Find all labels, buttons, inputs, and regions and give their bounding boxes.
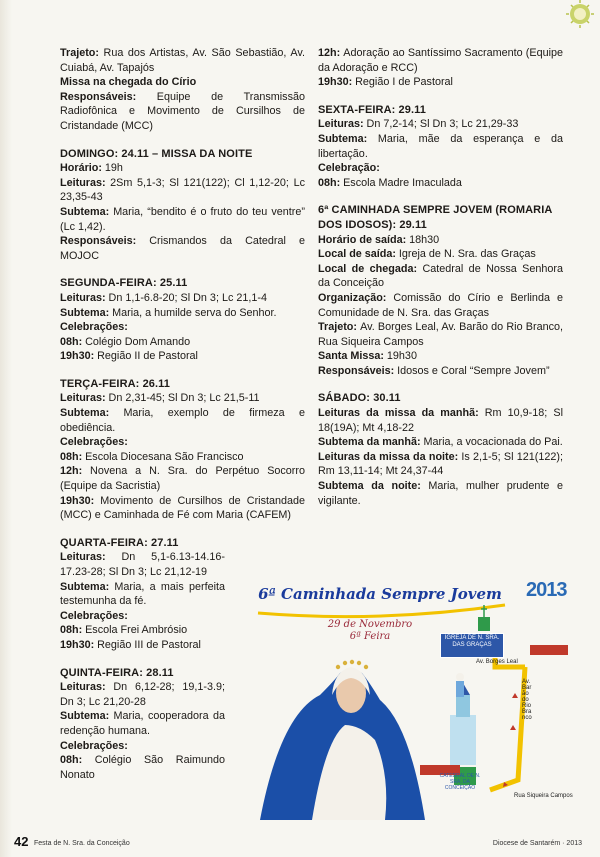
regiao-time: 19h30: [318,76,353,89]
organizacao-label: Organização: [318,291,387,304]
responsaveis-value: Crismandos da Catedral e MOJOC [60,235,305,262]
subtema-label: Subtema: [318,132,368,145]
page-footer [0,833,600,849]
sexta-block [318,103,563,191]
celebracao-time: 08h: [60,754,83,767]
map-church-label: IGREJA DE N. SRA. DAS GRAÇAS [440,633,504,658]
local-saida-label: Local de saída: [318,248,397,261]
missa-chegada: Missa na chegada do Círio [60,76,197,89]
horario-saida-value: 18h30 [409,233,440,246]
celebracao-time: 19h30: [60,494,95,507]
celebracoes-label: Celebrações: [60,436,128,449]
organizacao-value: Comissão do Círio e Berlinda e Comunidade de N. Sra. das Graças [318,291,563,319]
celebracao-time: 08h: [318,176,341,189]
celebracao-text: Escola Diocesana São Francisco [85,450,244,463]
map-rua: Rua Siqueira Campos [514,793,573,799]
subtema-label: Subtema: [60,580,110,593]
celebracao-text: Colégio Dom Amando [85,335,191,348]
subtema-noite-label: Subtema da noite: [318,480,421,493]
celebracao-time: 12h: [60,465,83,478]
leituras-value: Dn 7,2-14; Sl Dn 3; Lc 21,29-33 [366,118,519,131]
santa-missa-label: Santa Missa: [318,350,385,363]
celebracao-label: Celebração: [318,162,380,175]
year-badge-number: 2013 [526,579,567,601]
domingo-heading: DOMINGO: 24.11 – MISSA DA NOITE [60,147,253,160]
celebracao-time: 19h30: [60,638,95,651]
celebracao-time: 08h: [60,624,83,637]
horario-saida-label: Horário de saída: [318,233,407,246]
leituras-label: Leituras: [60,551,106,564]
subtema-value: Maria, a humilde serva do Senhor. [112,306,277,319]
subtema-label: Subtema: [60,306,110,319]
footer-diocese: Diocese de Santarém · 2013 [492,840,582,847]
santa-missa-value: 19h30 [386,350,417,363]
leituras-label: Leituras: [60,176,106,189]
celebracao-time: 19h30: [60,350,95,363]
subtema-label: Subtema: [60,710,110,723]
subtema-manha-label: Subtema da manhã: [318,436,421,449]
responsaveis-label: Responsáveis: [60,90,137,103]
responsaveis-label: Responsáveis: [318,364,395,377]
terca-heading: TERÇA-FEIRA: 26.11 [60,377,170,390]
celebracao-text: Colégio São Raimundo Nonato [60,754,225,781]
leituras-value: Dn 5,1-6.13-14.16-17.23-28; Sl Dn 3; Lc 21,12-19 [60,551,225,578]
leituras-label: Leituras: [318,118,364,131]
sabado-heading: SÁBADO: 30.11 [318,392,401,405]
leituras-value: Dn 6,12-28; 19,1-3.9; Dn 3; Lc 21,20-28 [60,681,225,708]
promo-title: 6ª Caminhada Sempre Jovem [258,585,502,603]
leituras-value: 2Sm 5,1-3; Sl 121(122); Cl 1,12-20; Lc 23,35-43 [60,176,305,204]
caminhada-heading: 6ª CAMINHADA SEMPRE JOVEM (ROMARIA DOS IDOSOS): 29.11 [318,204,553,231]
leituras-value: Dn 2,31-45; Sl Dn 3; Lc 21,5-11 [108,392,260,405]
celebracao-text: Escola Frei Ambrósio [85,624,188,637]
leituras-manha-label: Leituras da missa da manhã: [318,407,479,420]
celebracao-text: Movimento de Cursilhos de Cristandade (MCC) e Caminhada de Fé com Maria (CAFEM) [60,494,305,522]
local-saida-value: Igreja de N. Sra. das Graças [398,248,536,261]
leituras-value: Dn 1,1-6.8-20; Sl Dn 3; Lc 21,1-4 [108,291,267,304]
celebracao-time: 08h: [60,450,83,463]
sexta-heading: SEXTA-FEIRA: 29.11 [318,103,426,116]
trajeto-line [60,46,305,75]
horario-label: Horário: [60,162,102,175]
subtema-value: Maria, exemplo de firmeza e obediência. [60,407,305,434]
horario-value: 19h [104,162,123,175]
subtema-value: Maria, a mais perfeita testemunha da fé. [60,580,225,608]
footer-publication: Festa de N. Sra. da Conceição [34,840,130,847]
domingo-block [60,147,305,264]
leituras-label: Leituras: [60,681,106,694]
subtema-value: Maria, mãe da esperança e da libertação. [318,132,563,160]
quarta-heading: QUARTA-FEIRA: 27.11 [60,536,179,549]
regiao-text: Região I de Pastoral [355,76,453,89]
leituras-label: Leituras: [60,392,106,405]
responsaveis-text: Equipe de Transmissão Radiofônica e Movimento de Cursilhos de Cristandade (MCC) [60,90,305,132]
trajeto-text: Rua dos Artistas, Av. São Sebastião, Av. Cuiabá, Av. Tapajós [60,47,305,74]
subtema-value: Maria, “bendito é o fruto do teu ventre” (Lc 1,42). [60,205,305,233]
celebracao-time: 08h: [60,335,83,348]
celebracao-text: Região III de Pastoral [97,638,201,651]
sabado-block [318,391,563,508]
celebracao-text: Região II de Pastoral [97,350,198,363]
map-av-barao: Av. Barão do Rio Branco [522,679,532,721]
leituras-noite-label: Leituras da missa da noite: [318,450,459,463]
promo-date-line1: 29 de Novembro [327,619,413,630]
celebracoes-label: Celebrações: [60,609,128,622]
quarta-block [60,536,225,653]
trajeto-label: Trajeto: [318,321,357,334]
subtema-value: Maria, cooperadora da redenção humana. [60,710,225,737]
leituras-manha-value: Rm 10,9-18; Sl 18(19A); Mt 4,18-22 [318,407,563,434]
promo-date-line2: 6ª Feira [349,631,391,642]
subtema-label: Subtema: [60,407,110,420]
quinta-block [60,666,225,783]
caminhada-block [318,203,563,378]
map-av-borges: Av. Borges Leal [476,659,518,665]
quinta-heading: QUINTA-FEIRA: 28.11 [60,666,174,679]
local-chegada-value: Catedral de Nossa Senhora da Conceição [318,262,564,290]
trajeto-label: Trajeto: [60,47,99,59]
map-catedral: CATEDRAL DE N. SRA. DA CONCEIÇÃO [439,773,481,791]
celebracoes-label: Celebrações: [60,321,128,334]
segunda-heading: SEGUNDA-FEIRA: 25.11 [60,277,188,290]
sun-burst-icon [560,0,594,34]
leituras-noite-value: Is 2,1-5; Sl 121(122); Rm 13,11-14; Mt 24,37-44 [318,450,563,478]
right-column [318,46,563,521]
page-number: 42 [14,834,29,849]
segunda-block [60,276,305,364]
leituras-label: Leituras: [60,291,106,304]
terca-block [60,377,305,523]
year-badge [524,575,580,619]
subtema-label: Subtema: [60,205,110,218]
promo-date [310,619,430,643]
adoracao-text: Adoração ao Santíssimo Sacramento (Equipe da Adoração e RCC) [318,47,564,74]
celebracao-text: Novena a N. Sra. do Perpétuo Socorro (Equipe da Sacristia) [60,465,305,493]
celebracao-text: Escola Madre Imaculada [343,176,462,189]
caminhada-promo [250,575,580,820]
adoracao-time: 12h: [318,47,341,59]
local-chegada-label: Local de chegada: [318,262,418,275]
responsaveis-label: Responsáveis: [60,235,137,248]
trajeto-value: Av. Borges Leal, Av. Barão do Rio Branco, Rua Siqueira Campos [318,321,563,348]
subtema-noite-value: Maria, mulher prudente e vigilante. [318,480,563,507]
subtema-manha-value: Maria, a vocacionada do Pai. [423,436,563,449]
responsaveis-value: Idosos e Coral “Sempre Jovem” [397,364,550,377]
responsaveis-line [60,90,305,134]
celebracoes-label: Celebrações: [60,739,128,752]
